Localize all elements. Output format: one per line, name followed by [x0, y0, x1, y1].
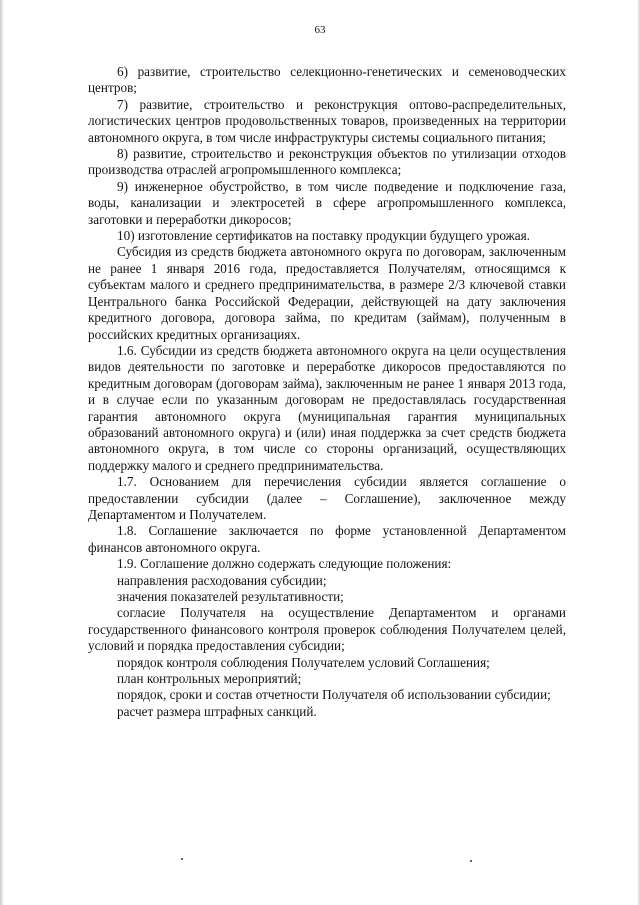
paragraph-subsidy: Субсидия из средств бюджета автономного округа по договорам, заключенным не ранее 1 января 2016 года, предоставляется Получателям, относящимся к субъектам малого и среднего предпринимательства, в размере 2/3 ключевой ставки Центрального банка Российской Федерации, действующей на дату заключения кредитного договора, договора займа, по кредитам (займам), полученным в российских кредитных организациях.: [88, 244, 566, 342]
paragraph-9: 9) инженерное обустройство, в том числе подведение и подключение газа, воды, канализации и электросетей в сфере агропромышленного комплекса, заготовки и переработки дикоросов;: [88, 178, 566, 227]
list-item: направления расходования субсидии;: [117, 572, 327, 588]
scan-speck: [181, 858, 183, 860]
paragraph-6: 6) развитие, строительство селекционно-генетических и семеноводческих центров;: [88, 64, 566, 96]
body-text: [88, 64, 566, 720]
scan-specks: [0, 856, 640, 866]
list-item: порядок контроля соблюдения Получателем условий Соглашения;: [117, 654, 490, 670]
paragraph-1-6: 1.6. Субсидии из средств бюджета автономного округа на цели осуществления видов деятельности по заготовке и переработке дикоросов предоставляются по кредитным договорам (договорам займа), заключенным не ранее 1 января 2013 года, и в случае если по указанным договорам не предоставлялась государственная гарантия автономного округа (муниципальная гарантия муниципальных образований автономного округа) и (или) иная поддержка за счет средств бюджета автономного округа, в том числе со стороны организаций, осуществляющих поддержку малого и среднего предпринимательства.: [88, 342, 566, 473]
list-item: порядок, сроки и состав отчетности Получателя об использовании субсидии;: [117, 687, 551, 703]
list-item: согласие Получателя на осуществление Департаментом и органами государственного финансового контроля проверок соблюдения Получателем целей, условий и порядка предоставления субсидии;: [88, 605, 566, 654]
paragraph-1-7: 1.7. Основанием для перечисления субсидии является соглашение о предоставлении субсидии (далее – Соглашение), заключенное между Департаментом и Получателем.: [88, 474, 566, 522]
list-item: план контрольных мероприятий;: [117, 671, 302, 687]
paragraph-1-9: 1.9. Соглашение должно содержать следующие положения:: [117, 556, 452, 572]
paragraph-8: 8) развитие, строительство и реконструкция объектов по утилизации отходов производства отраслей агропромышленного комплекса;: [88, 146, 566, 178]
list-item: расчет размера штрафных санкций.: [117, 703, 317, 719]
paragraph-10: 10) изготовление сертификатов на поставку продукции будущего урожая.: [117, 228, 530, 244]
paragraph-1-8: 1.8. Соглашение заключается по форме установленной Департаментом финансов автономного округа.: [88, 523, 566, 555]
scan-speck: [470, 860, 472, 862]
list-item: значения показателей результативности;: [117, 589, 344, 604]
paragraph-7: 7) развитие, строительство и реконструкция оптово-распределительных, логистических центров продовольственных товаров, произведенных на территории автономного округа, в том числе инфраструктуры системы социального питания;: [88, 96, 566, 145]
scan-edge-left: [0, 0, 4, 905]
page-number: 63: [314, 24, 326, 36]
